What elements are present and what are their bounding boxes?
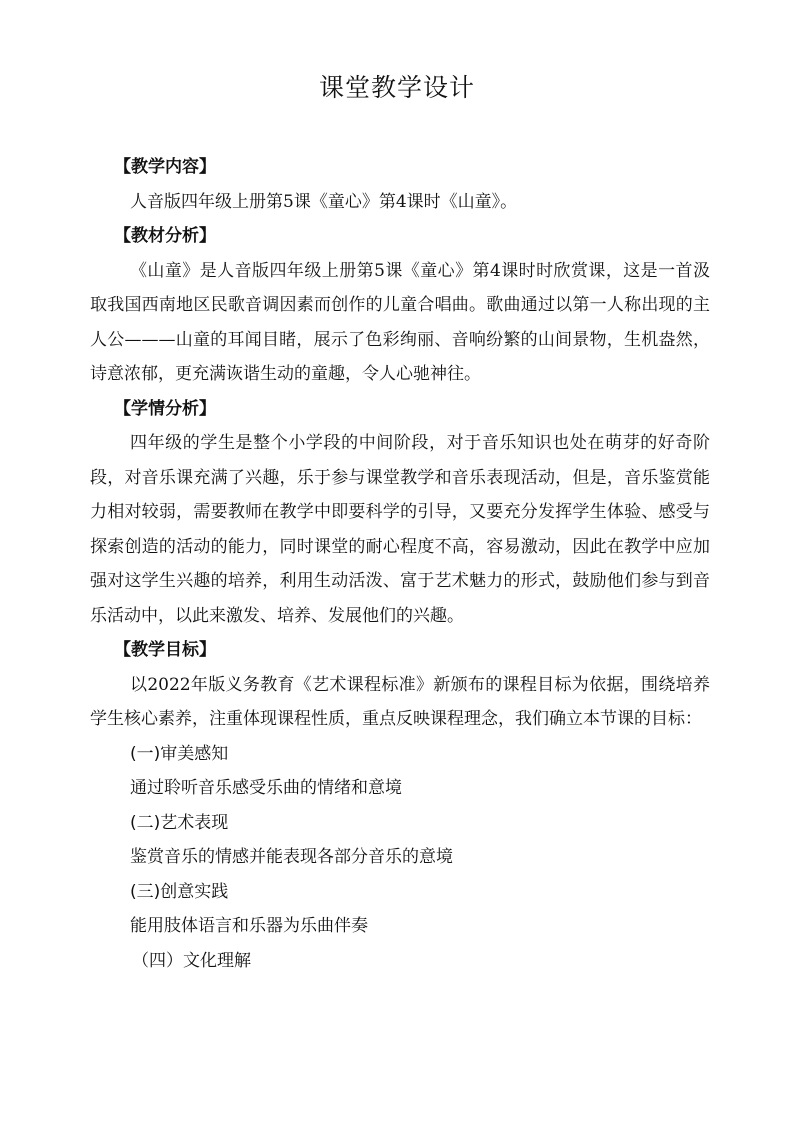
goal-label-artistic-expression: (二)艺术表现 — [130, 812, 229, 833]
goal-label-creative-practice: (三)创意实践 — [130, 881, 229, 902]
document-body — [90, 150, 710, 978]
material-analysis-text: 《山童》是人音版四年级上册第5课《童心》第4课时时欣赏课，这是一首汲取我国西南地区民歌音调因素而创作的儿童合唱曲。歌曲通过以第一人称出现的主人公———山童的耳闻目睹，展示了色彩绚丽、音响纷繁的山间景物，生机盎然，诗意浓郁，更充满诙谐生动的童趣，令人心驰神往。 — [90, 260, 710, 384]
goal-detail-creative-practice: 能用肢体语言和乐器为乐曲伴奏 — [130, 916, 368, 936]
section-heading-teaching-goals: 【教学目标】 — [114, 640, 216, 660]
goal-detail-aesthetic-perception: 通过聆听音乐感受乐曲的情绪和意境 — [130, 778, 402, 798]
teaching-goals-intro: 以2022年版义务教育《艺术课程标准》新颁布的课程目标为依据，围绕培养学生核心素养，注重体现课程性质，重点反映课程理念，我们确立本节课的目标： — [90, 674, 710, 729]
teaching-content-text: 人音版四年级上册第5课《童心》第4课时《山童》。 — [130, 191, 518, 212]
section-heading-teaching-content: 【教学内容】 — [114, 157, 216, 177]
goal-label-aesthetic-perception: (一)审美感知 — [130, 743, 229, 764]
goal-detail-artistic-expression: 鉴赏音乐的情感并能表现各部分音乐的意境 — [130, 847, 453, 867]
page-title: 课堂教学设计 — [318, 73, 475, 102]
student-analysis-text: 四年级的学生是整个小学段的中间阶段，对于音乐知识也处在萌芽的好奇阶段，对音乐课充满了兴趣，乐于参与课堂教学和音乐表现活动，但是，音乐鉴赏能力相对较弱，需要教师在教学中即要科学的引导，又要充分发挥学生体验、感受与探索创造的活动的能力，同时课堂的耐心程度不高，容易激动，因此在教学中应加强对这学生兴趣的培养，利用生动活泼、富于艺术魅力的形式，鼓励他们参与到音乐活动中，以此来激发、培养、发展他们的兴趣。 — [90, 433, 710, 626]
section-heading-student-analysis: 【学情分析】 — [114, 398, 216, 419]
goal-label-cultural-understanding: （四）文化理解 — [132, 950, 251, 971]
section-heading-material-analysis: 【教材分析】 — [114, 226, 216, 246]
